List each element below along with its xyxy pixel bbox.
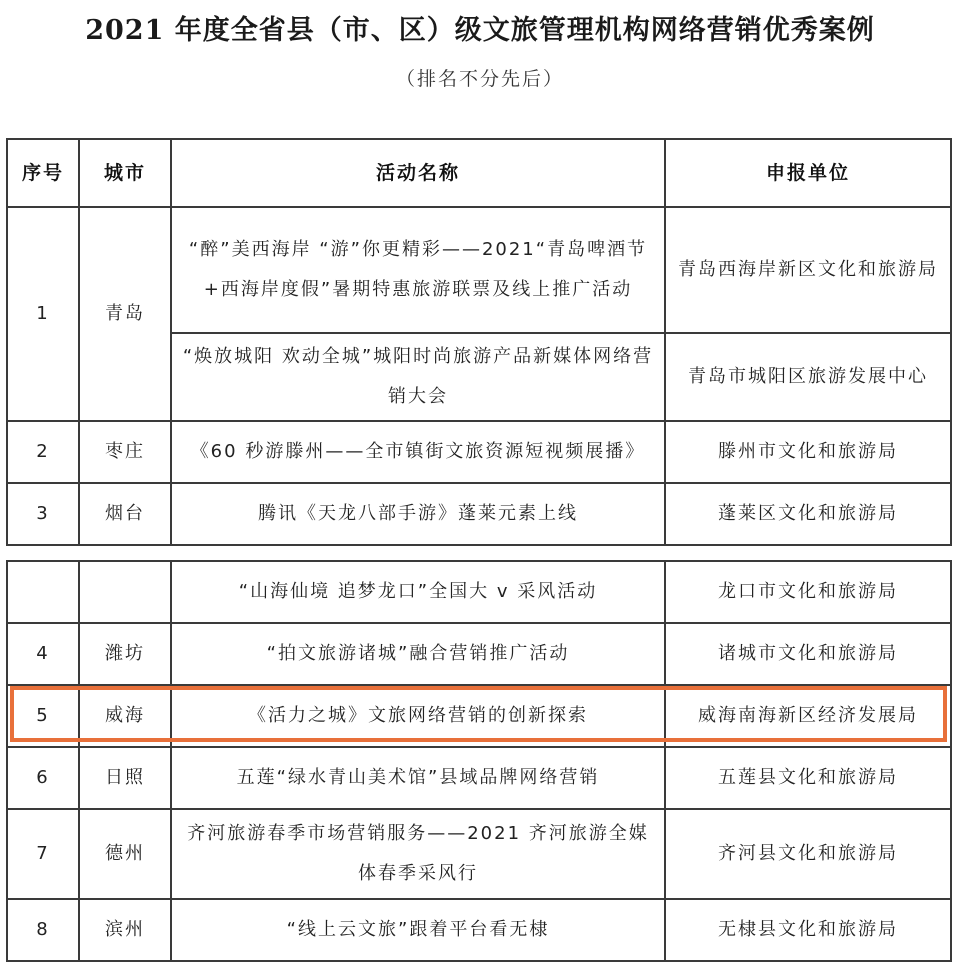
cell-no: 2 [7, 421, 79, 483]
cell-city: 青岛 [79, 207, 171, 421]
cell-org: 龙口市文化和旅游局 [665, 561, 951, 623]
cell-org: 五莲县文化和旅游局 [665, 747, 951, 809]
cell-city: 烟台 [79, 483, 171, 545]
cell-activity: 腾讯《天龙八部手游》蓬莱元素上线 [171, 483, 665, 545]
table-row [7, 207, 951, 333]
cell-activity: “拍文旅游诸城”融合营销推广活动 [171, 623, 665, 685]
cell-no: 7 [7, 809, 79, 899]
table-row [7, 561, 951, 623]
cell-org: 滕州市文化和旅游局 [665, 421, 951, 483]
page-subtitle: （排名不分先后） [395, 68, 564, 90]
cell-activity: “醉”美西海岸 “游”你更精彩——2021“青岛啤酒节+西海岸度假”暑期特惠旅游联票及线上推广活动 [171, 207, 665, 333]
cell-city: 威海 [79, 685, 171, 747]
cell-org: 青岛市城阳区旅游发展中心 [665, 333, 951, 421]
table-row [7, 421, 951, 483]
table-row [7, 747, 951, 809]
table-row [7, 809, 951, 899]
cell-org: 青岛西海岸新区文化和旅游局 [665, 207, 951, 333]
column-header-activity: 活动名称 [171, 139, 665, 207]
cell-city: 滨州 [79, 899, 171, 961]
cell-activity: 五莲“绿水青山美术馆”县域品牌网络营销 [171, 747, 665, 809]
cell-city: 枣庄 [79, 421, 171, 483]
cell-no: 1 [7, 207, 79, 421]
cell-org: 无棣县文化和旅游局 [665, 899, 951, 961]
table-row-highlighted [7, 685, 951, 747]
cell-activity: 《60 秒游滕州——全市镇街文旅资源短视频展播》 [171, 421, 665, 483]
cell-city: 日照 [79, 747, 171, 809]
cell-org: 蓬莱区文化和旅游局 [665, 483, 951, 545]
cell-org: 诸城市文化和旅游局 [665, 623, 951, 685]
column-header-org: 申报单位 [665, 139, 951, 207]
cell-org: 齐河县文化和旅游局 [665, 809, 951, 899]
table-row [7, 899, 951, 961]
cell-no: 5 [7, 685, 79, 747]
cell-city [79, 561, 171, 623]
cases-table-part1 [6, 138, 952, 546]
cell-no: 3 [7, 483, 79, 545]
column-header-city: 城市 [79, 139, 171, 207]
cell-no: 6 [7, 747, 79, 809]
cell-activity: “山海仙境 追梦龙口”全国大 v 采风活动 [171, 561, 665, 623]
cell-no: 8 [7, 899, 79, 961]
table-header-row [7, 139, 951, 207]
cell-no [7, 561, 79, 623]
cell-activity: 《活力之城》文旅网络营销的创新探索 [171, 685, 665, 747]
column-header-no: 序号 [7, 139, 79, 207]
table-row [7, 623, 951, 685]
page-title: 2021 年度全省县（市、区）级文旅管理机构网络营销优秀案例 [85, 15, 875, 46]
cell-activity: “线上云文旅”跟着平台看无棣 [171, 899, 665, 961]
cell-org: 威海南海新区经济发展局 [665, 685, 951, 747]
cell-city: 潍坊 [79, 623, 171, 685]
cases-table-part2 [6, 560, 952, 962]
table-row [7, 483, 951, 545]
cell-no: 4 [7, 623, 79, 685]
cell-activity: 齐河旅游春季市场营销服务——2021 齐河旅游全媒体春季采风行 [171, 809, 665, 899]
cell-city: 德州 [79, 809, 171, 899]
cell-activity: “焕放城阳 欢动全城”城阳时尚旅游产品新媒体网络营销大会 [171, 333, 665, 421]
